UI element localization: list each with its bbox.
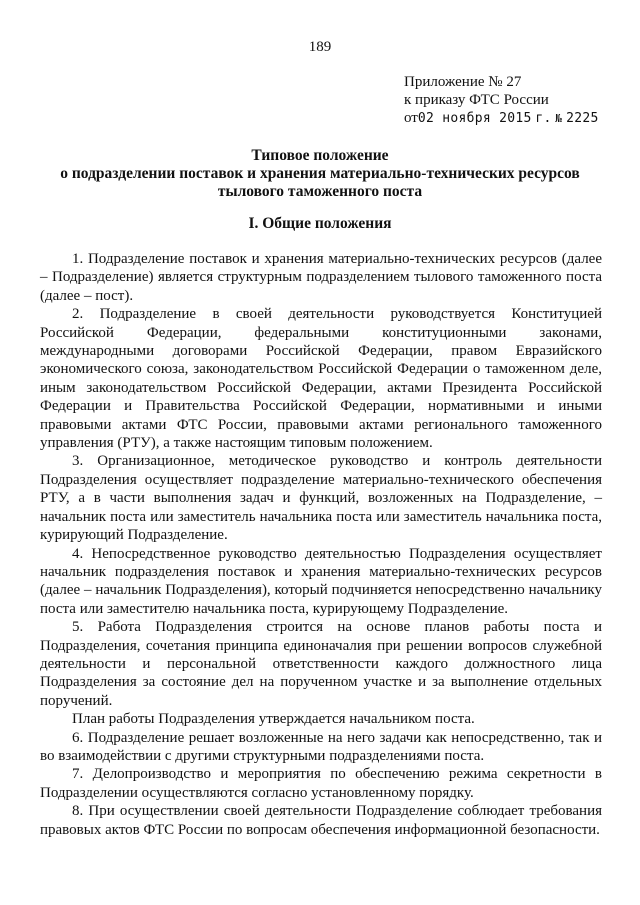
document-title bbox=[40, 147, 600, 201]
paragraph-3: 3. Организационное, методическое руководство и контроль деятельности Подразделения осуществляет подразделение материально-технического обеспечения РТУ, а в части выполнения задач и функций, возложенных на Подразделение, – начальник поста или заместитель начальника поста или заместитель начальника поста, курирующий Подразделение. bbox=[40, 453, 602, 544]
paragraph-8: 8. При осуществлении своей деятельности Подразделение соблюдает требования правовых актов ФТС России по вопросам обеспечения информационной безопасности. bbox=[40, 803, 602, 838]
number-sign: № bbox=[555, 112, 563, 125]
paragraph-1: 1. Подразделение поставок и хранения материально-технических ресурсов (далее – Подразделение) является структурным подразделением тылового таможенного поста (далее – пост). bbox=[40, 251, 602, 304]
page-number: 189 bbox=[308, 39, 332, 55]
paragraph-5-plan: План работы Подразделения утверждается начальником поста. bbox=[72, 711, 475, 728]
year-suffix: г. bbox=[535, 111, 552, 126]
title-line-2: о подразделении поставок и хранения материально-технических ресурсов bbox=[60, 165, 580, 182]
paragraph-7: 7. Делопроизводство и мероприятия по обеспечению режима секретности в Подразделении осуществляются согласно установленному порядку. bbox=[40, 766, 602, 801]
paragraph-5: 5. Работа Подразделения строится на основе планов работы поста и Подразделения, сочетания принципа единоначалия при решении вопросов служебной деятельности и персональной ответственности каждого должностного лица Подразделения за состояние дел на порученном участке и за выполнение отдельных поручений. bbox=[40, 619, 602, 709]
paragraph-6: 6. Подразделение решает возложенные на него задачи как непосредственно, так и во взаимодействии с другими структурными подразделениями поста. bbox=[40, 729, 602, 764]
order-number-stamp: 2225 bbox=[566, 111, 599, 126]
section-heading: I. Общие положения bbox=[248, 215, 392, 232]
title-line-3: тылового таможенного поста bbox=[217, 183, 423, 200]
order-date-stamp: 02 ноября 2015 bbox=[417, 111, 532, 126]
appendix-label: Приложение № 27 bbox=[404, 74, 522, 90]
paragraph-2: 2. Подразделение в своей деятельности руководствуется Конституцией Российской Федерации, федеральными конституционными законами, международными договорами Российской Федерации, правом Евразийского экономического союза, законодательством Российской Федерации о таможенном деле, иным законодательством Российской Федерации, актами Президента Российской Федерации и Правительства Российской Федерации, нормативными и иными правовыми актами ФТС России, правовыми актами регионального таможенного управления (РТУ), а также настоящим типовым положением. bbox=[40, 306, 602, 452]
title-line-1: Типовое положение bbox=[251, 147, 389, 164]
document-body bbox=[40, 250, 602, 839]
appendix-header bbox=[404, 73, 599, 128]
order-date-line bbox=[404, 109, 599, 128]
date-prefix: от bbox=[404, 110, 418, 126]
order-reference: к приказу ФТС России bbox=[404, 92, 549, 108]
paragraph-4: 4. Непосредственное руководство деятельностью Подразделения осуществляет начальник подразделения поставок и хранения материально-технических ресурсов (далее – начальник Подразделения), который подчиняется непосредственно начальнику поста или заместителю начальника поста, курирующему Подразделение. bbox=[40, 545, 602, 617]
